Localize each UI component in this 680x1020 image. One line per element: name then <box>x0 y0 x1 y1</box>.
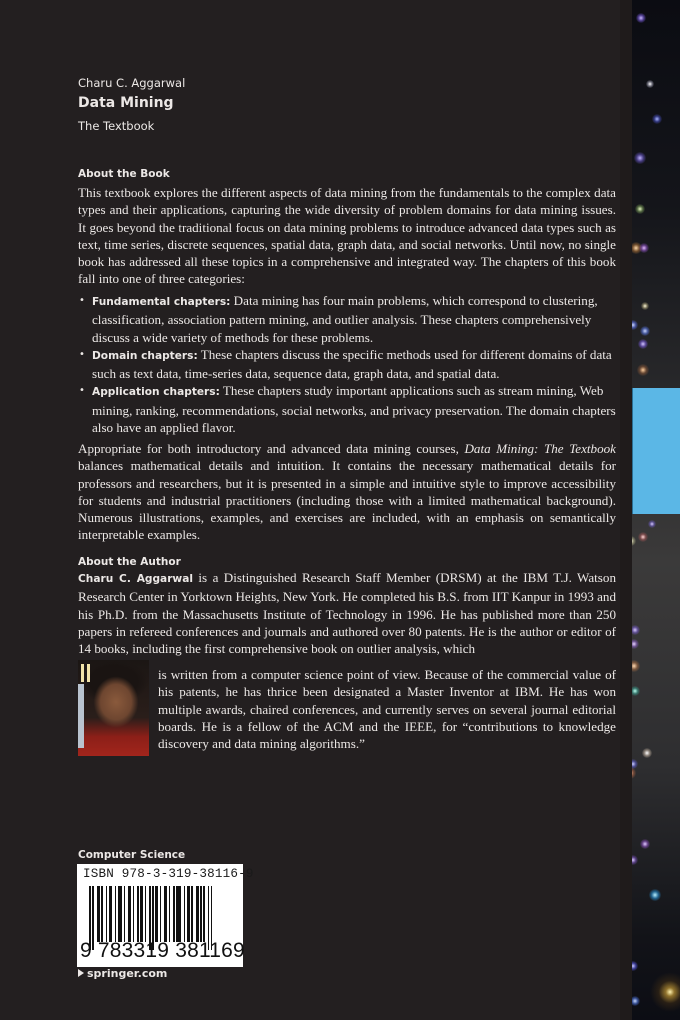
barcode-bars <box>89 886 234 942</box>
book-title: Data Mining <box>78 95 174 111</box>
accent-band <box>632 388 680 514</box>
list-item <box>78 382 618 436</box>
about-book-text: This textbook explores the different aspects of data mining from the fundamentals to the complex data types and their applications, capturing the wide diversity of problem domains for data mining issues. It goes beyond the traditional focus on data mining problems to introduce advanced data types such as text, time series, discrete sequences, spatial data, graph data, and social networks. Until now, no single book has addressed all these topics in a comprehensive and integrated way. The chapters of this book fall into one of three categories: <box>78 185 616 287</box>
photo-light <box>87 664 90 682</box>
bullet-text: These chapters study important applications such as stream mining, Web mining, ranking, recommendations, social networks, and privacy preservation. The domain chapters also have an applied flavor. <box>92 383 616 436</box>
photo-light <box>81 664 84 682</box>
list-item <box>78 292 618 346</box>
bullet-label: Fundamental chapters: <box>92 296 231 308</box>
author-photo <box>78 660 149 756</box>
about-book-paragraph-2 <box>78 440 616 544</box>
author-name: Charu C. Aggarwal <box>78 573 193 585</box>
bullet-text: Data mining has four main problems, which correspond to clustering, classification, association pattern mining, and outlier analysis. These chapters comprehensively discuss a wide variety of methods for these problems. <box>92 293 598 345</box>
chapter-categories-list <box>78 292 618 436</box>
publisher-link-text: springer.com <box>87 967 168 980</box>
about-author-paragraph-continued: is written from a computer science point of view. Because of the commercial value of his patents, he has thrice been designated a Master Inventor at IBM. He has won multiple awards, chaired conferences, and currently serves on several journal editorial boards. He is a fellow of the ACM and the IEEE, for “contributions to knowledge discovery and data mining algorithms.” <box>158 667 616 752</box>
book-subtitle: The Textbook <box>78 119 155 133</box>
bullet-label: Application chapters: <box>92 386 220 399</box>
about-book-heading: About the Book <box>78 168 170 180</box>
about-author-paragraph <box>78 569 616 657</box>
bullet-label: Domain chapters: <box>92 349 198 362</box>
author-bio-text: is a Distinguished Research Staff Member (DRSM) at the IBM T.J. Watson Research Center in Yorktown Heights, New York. He completed his B.S. from IIT Kanpur in 1993 and his Ph.D. from the Massachusetts Institute of Technology in 1996. He has published more than 250 papers in refereed conferences and journals and authored over 80 patents. He is the author or editor of 14 books, including the first comprehensive book on outlier analysis, which <box>78 570 616 657</box>
cover-author: Charu C. Aggarwal <box>78 76 186 90</box>
paragraph-text: balances mathematical details and intuition. It contains the necessary mathematical details for professors and researchers, but it is presented in a simple and intuitive style to improve accessibility for students and industrial practitioners (including those with a limited mathematical background). Numerous illustrations, examples, and exercises are included, with an emphasis on semantically interpretable examples. <box>78 458 616 543</box>
bullet-icon: • <box>79 348 85 360</box>
bullet-icon: • <box>79 385 85 397</box>
subject-category: Computer Science <box>78 849 186 861</box>
barcode-digits: 9 783319 381169 <box>80 939 245 962</box>
isbn-label: ISBN 978-3-319-38116-9 <box>83 867 254 881</box>
cover-edge <box>620 0 632 1020</box>
about-author-heading: About the Author <box>78 556 181 568</box>
list-item <box>78 346 618 383</box>
bullet-text: These chapters discuss the specific methods used for different domains of data such as text data, time-series data, sequence data, graph data, and spatial data. <box>92 346 612 382</box>
publisher-link[interactable] <box>78 967 167 980</box>
bullet-icon: • <box>79 295 85 306</box>
isbn-barcode <box>77 864 254 967</box>
photo-background <box>78 684 84 748</box>
paragraph-text: Appropriate for both introductory and advanced data mining courses, <box>78 441 465 456</box>
book-title-italic: Data Mining: The Textbook <box>464 441 616 456</box>
arrow-right-icon <box>78 969 84 977</box>
about-book-paragraph-1 <box>78 184 616 288</box>
